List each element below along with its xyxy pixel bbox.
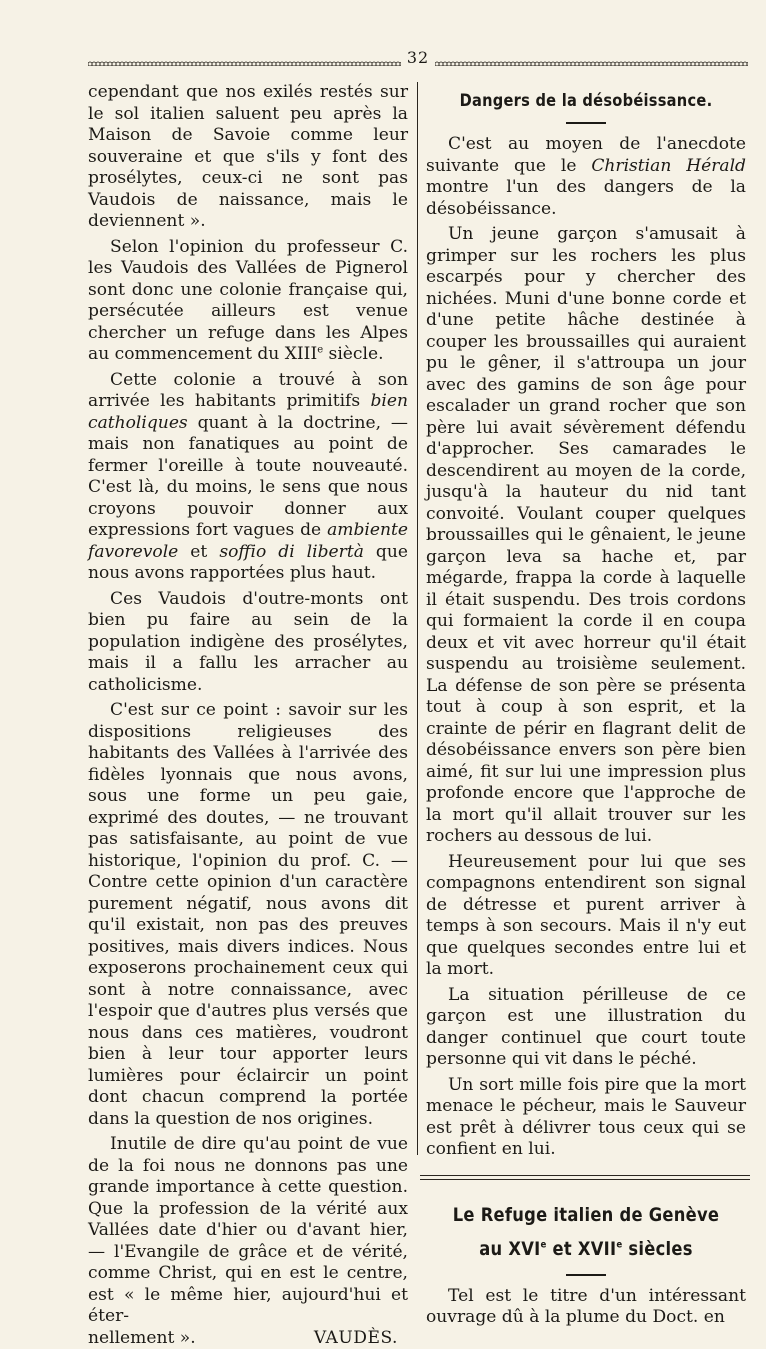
paragraph: Heureusement pour lui que ses compagnons entendirent son signal de détresse et purent arriver à temps à son secours. Mais il n'y eut que quelques secondes entre lui et la mort.	[426, 852, 746, 981]
paragraph: Inutile de dire qu'au point de vue de la foi nous ne donnons pas une grande importance à cette question. Que la profession de la vérité aux Vallées date d'hier ou d'avant hier, — l'Evangile de grâce et de vérité, comme Christ, qui en est le centre, est « le même hier, aujourd'hui et éter-	[88, 1134, 408, 1328]
page-header	[88, 48, 748, 74]
right-column	[426, 82, 746, 1333]
paragraph: Cette colonie a trouvé à son arrivée les habitants primitifs bien catholiques quant à la doctrine, — mais non fanatiques au point de fermer l'oreille à toute nouveauté. C'est là, du moins, le sens que nous croyons pouvoir donner aux expressions fort vagues de ambiente favorevole et soffio di libertà que nous avons rapportées plus haut.	[88, 370, 408, 585]
section-divider	[420, 1175, 750, 1180]
title-rule	[566, 122, 606, 124]
paragraph: Ces Vaudois d'outre-monts ont bien pu faire au sein de la population indigène des prosélytes, mais il a fallu les arracher au catholicisme.	[88, 589, 408, 697]
author-signature: VAUDÈS.	[314, 1328, 408, 1349]
column-divider	[417, 82, 418, 1155]
paragraph: Selon l'opinion du professeur C. les Vaudois des Vallées de Pignerol sont donc une colonie française qui, persécutée ailleurs est venue chercher un refuge dans les Alpes au commencement du XIIIe siècle.	[88, 237, 408, 366]
article-title: Dangers de la désobéissance.	[448, 88, 723, 114]
paragraph: Un jeune garçon s'amusait à grimper sur les rochers les plus escarpés pour y chercher des nichées. Muni d'une bonne corde et d'une petite hâche destinée à couper les broussailles qui auraient pu le gêner, il s'attroupa un jour avec des gamins de son âge pour escalader un grand rocher que son père lui avait sévèrement défendu d'approcher. Ses camarades le descendirent au moyen de la corde, jusqu'à la hauteur du nid tant convoité. Voulant couper quelques broussailles qui le gênaient, le jeune garçon leva sa hache et, par mégarde, frappa la corde à laquelle il était suspendu. Des trois cordons qui formaient la corde il en coupa deux et vit avec horreur qu'il était suspendu au troisième seulement. La défense de son père se présenta tout à coup à son esprit, et la crainte de périr en flagrant delit de désobéissance envers son père bien aimé, fit sur lui une impression plus profonde encore que l'approche de la mort qu'il allait trouver sur les rochers au dessous de lui.	[426, 224, 746, 848]
paragraph: C'est sur ce point : savoir sur les dispositions religieuses des habitants des Vallées à l'arrivée des fidèles lyonnais que nous avons, sous une forme un peu gaie, exprimé des doutes, — ne trouvant pas satisfaisante, au point de vue historique, l'opinion du prof. C. — Contre cette opinion d'un caractère purement négatif, nous avons dit qu'il existait, non pas des preuves positives, mais divers indices. Nous exposerons prochainement ceux qui sont à notre connaissance, avec l'espoir que d'autres plus versés que nous dans ces matières, voudront bien à leur tour apporter leurs lumières pour éclaircir un point dont chacun comprend la portée dans la question de nos origines.	[88, 700, 408, 1130]
title-rule	[566, 1274, 606, 1276]
paragraph: cependant que nos exilés restés sur le sol italien saluent peu après la Maison de Savoie comme leur souveraine et que s'ils y font des prosélytes, ceux-ci ne sont pas Vaudois de naissance, mais le deviennent ».	[88, 82, 408, 233]
paragraph: Tel est le titre d'un intéressant ouvrage dû à la plume du Doct. en	[426, 1286, 746, 1329]
article-title-line-2: au XVIe et XVIIe siècles	[448, 1232, 723, 1266]
left-column	[88, 82, 408, 1349]
article-title: Le Refuge italien de Genève	[448, 1198, 723, 1232]
header-ornament-right	[435, 61, 748, 66]
closing-text: nellement ».	[88, 1328, 196, 1349]
paragraph: La situation périlleuse de ce garçon est une illustration du danger continuel que court toute personne qui vit dans le péché.	[426, 985, 746, 1071]
signature-line	[88, 1328, 408, 1349]
page-number: 32	[88, 48, 748, 67]
paragraph: Un sort mille fois pire que la mort menace le pécheur, mais le Sauveur est prêt à délivrer tous ceux qui se confient en lui.	[426, 1075, 746, 1161]
paragraph: C'est au moyen de l'anecdote suivante que le Christian Hérald montre l'un des dangers de la désobéissance.	[426, 134, 746, 220]
